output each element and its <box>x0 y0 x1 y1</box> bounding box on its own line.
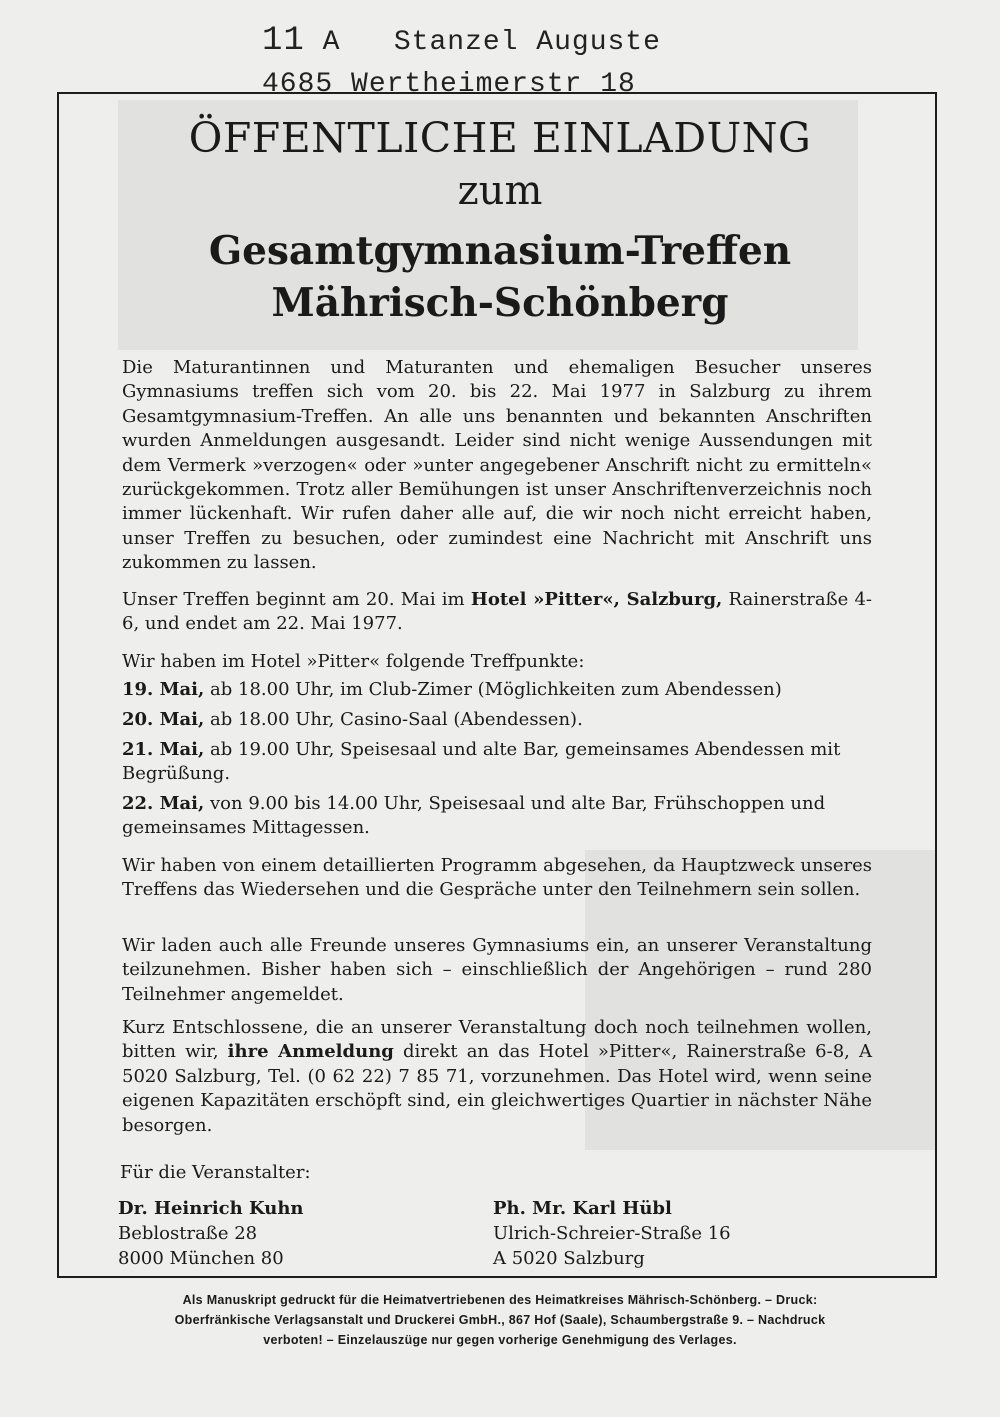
late-bold: ihre Anmeldung <box>227 1041 394 1063</box>
organizer-name: Ph. Mr. Karl Hübl <box>493 1198 672 1219</box>
invitation-title: ÖFFENTLICHE EINLADUNG <box>188 114 812 162</box>
organizers-intro: Für die Veranstalter: <box>120 1162 311 1183</box>
stamp-name: Stanzel Auguste <box>393 27 661 58</box>
organizer-city: A 5020 Salzburg <box>493 1248 645 1269</box>
schedule-item <box>122 708 872 732</box>
invitation-zum: zum <box>457 168 543 214</box>
schedule-date: 19. Mai, <box>122 679 205 700</box>
points-intro: Wir haben im Hotel »Pitter« folgende Treffpunkte: <box>122 651 585 672</box>
footer-line-3: verboten! – Einzelauszüge nur gegen vorherige Genehmigung des Verlages. <box>263 1333 737 1347</box>
schedule-date: 21. Mai, <box>122 739 205 760</box>
start-hotel: Hotel »Pitter«, Salzburg, <box>470 589 723 610</box>
schedule-date: 20. Mai, <box>122 709 205 730</box>
event-title: Gesamtgymnasium-Treffen <box>208 228 792 274</box>
intro-paragraph: Die Maturantinnen und Maturanten und ehemaligen Besucher unseres Gymnasiums treffen sich vom 20. bis 22. Mai 1977 in Salzburg zu ihrem Gesamtgymnasium-Treffen. An alle uns benannten und bekannten Anschriften wurden Anmeldungen ausgesandt. Leider sind nicht wenige Aussendungen mit dem Vermerk »verzogen« oder »unter angegebener Anschrift nicht zu ermitteln« zurückgekommen. Trotz aller Bemühungen ist unser Anschriftenverzeichnis noch immer lückenhaft. Wir rufen daher alle auf, die wir noch nicht erreicht haben, unser Treffen zu besuchen, oder zumindest eine Nachricht mit Anschrift uns zukommen zu lassen. <box>122 357 872 574</box>
organizer-name: Dr. Heinrich Kuhn <box>118 1198 304 1219</box>
schedule-item <box>122 678 872 702</box>
organizer-street: Beblostraße 28 <box>118 1223 258 1244</box>
friends-paragraph: Wir laden auch alle Freunde unseres Gymnasiums ein, an unserer Veranstaltung teilzunehmen. Bisher haben sich – einschließlich der Angehörigen – rund 280 Teilnehmer angemeldet. <box>122 935 872 1005</box>
schedule-text: von 9.00 bis 14.00 Uhr, Speisesaal und alte Bar, Frühschoppen und gemeinsames Mittagessen. <box>122 793 826 839</box>
footer-line-1: Als Manuskript gedruckt für die Heimatvertriebenen des Heimatkreises Mährisch-Schönberg. – Druck: <box>182 1293 818 1307</box>
schedule-text: ab 18.00 Uhr, im Club-Zimer (Möglichkeiten zum Abendessen) <box>210 679 782 700</box>
organizer-city: 8000 München 80 <box>118 1248 284 1269</box>
organizer-left <box>118 1196 304 1271</box>
stamp-letter: A <box>322 27 341 58</box>
start-text-a: Unser Treffen beginnt am 20. Mai im <box>122 589 465 610</box>
event-city: Mährisch-Schönberg <box>271 280 729 326</box>
organizer-right <box>493 1196 731 1271</box>
organizer-street: Ulrich-Schreier-Straße 16 <box>493 1223 731 1244</box>
schedule-item <box>122 792 872 841</box>
stamp-number: 11 <box>262 22 305 60</box>
schedule-text: ab 18.00 Uhr, Casino-Saal (Abendessen). <box>210 709 583 730</box>
footer-line-2: Oberfränkische Verlagsanstalt und Druckerei GmbH., 867 Hof (Saale), Schaumbergstraße 9. – Nachdruck <box>174 1313 826 1327</box>
late-text-a: Kurz Entschlossene, die an unserer Veranstaltung doch noch teilnehmen wollen, bitten wir, <box>122 1017 872 1063</box>
schedule-text: ab 19.00 Uhr, Speisesaal und alte Bar, gemeinsames Abendessen mit Begrüßung. <box>122 739 841 785</box>
program-paragraph: Wir haben von einem detaillierten Programm abgesehen, da Hauptzweck unseres Treffens das Wiedersehen und die Gespräche unter den Teilnehmern sein sollen. <box>122 855 872 901</box>
start-paragraph <box>122 588 872 637</box>
stamp-line-1 <box>262 20 702 64</box>
imprint-footer <box>70 1290 930 1350</box>
schedule-date: 22. Mai, <box>122 793 205 814</box>
stamp-line-2: 4685 Wertheimerstr 18 <box>262 69 636 100</box>
late-text-b: direkt an das Hotel »Pitter«, Rainerstraße 6-8, A 5020 Salzburg, Tel. (0 62 22) 7 85 71, vorzunehmen. Das Hotel wird, wenn seine eigenen Kapazitäten erschöpft sind, ein gleichwertiges Quartier in nächster Nähe besorgen. <box>122 1041 872 1136</box>
schedule-item <box>122 738 872 787</box>
late-registration-paragraph <box>122 1016 872 1138</box>
start-text-b: Rainerstraße 4-6, und endet am 22. Mai 1977. <box>122 589 873 635</box>
